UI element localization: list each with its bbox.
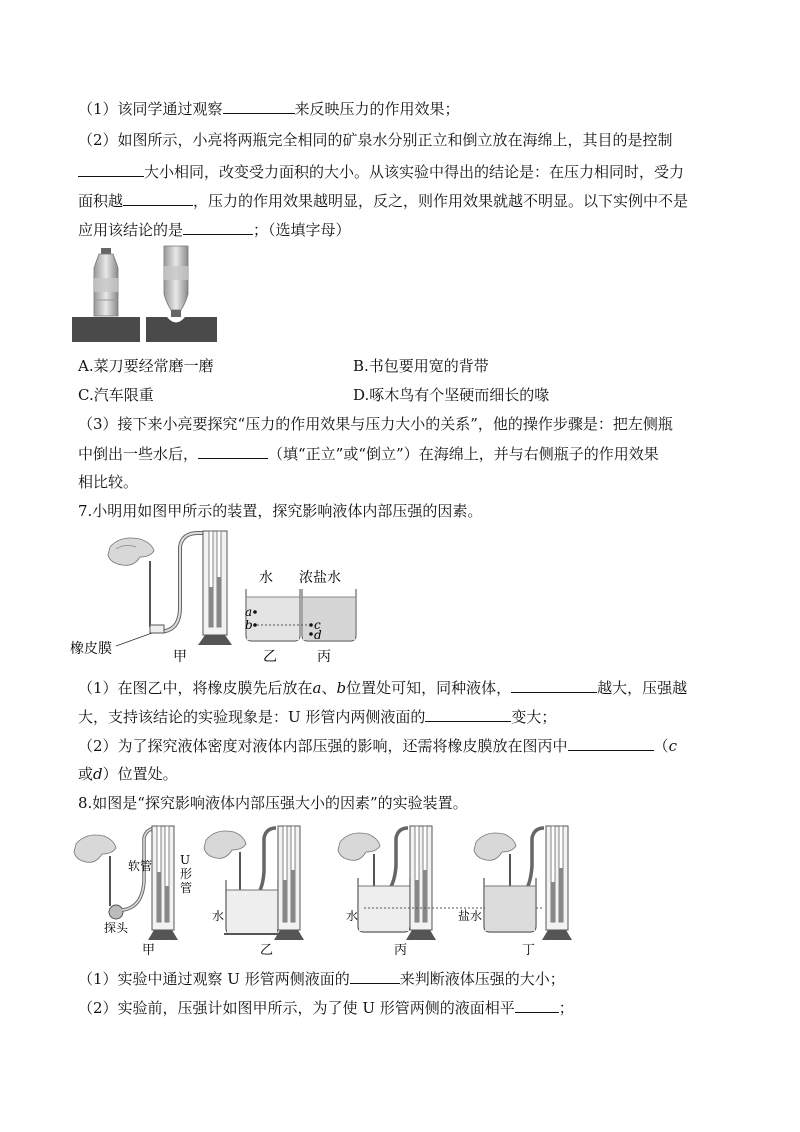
beaker-yi — [246, 589, 300, 641]
fig-ding-label: 丁 — [522, 943, 536, 958]
answer-blank[interactable] — [183, 218, 253, 235]
fig-yi-label: 乙 — [260, 943, 274, 958]
q7-part2-line1: （2）为了探究液体密度对液体内部压强的影响，还需将橡皮膜放在图丙中 （c — [78, 734, 677, 757]
q8-part1: （1）实验中通过观察 U 形管两侧液面的 来判断液体压强的大小； — [78, 967, 565, 990]
water-label: 水 — [259, 570, 273, 586]
fig-yi-label: 乙 — [263, 649, 277, 665]
point-c-label: c — [314, 618, 321, 632]
fig-jia-label: 甲 — [173, 649, 187, 665]
brine-label-ding: 盐水 — [458, 909, 483, 923]
q7-part2-line2: 或d）位置处。 — [78, 765, 178, 783]
inverted-bottle — [164, 246, 188, 317]
q7-part1-line2: 大，支持该结论的实验现象是：U 形管内两侧液面的 变大； — [78, 705, 556, 728]
option-d: D.啄木鸟有个坚硬而细长的喙 — [353, 386, 550, 404]
answer-blank[interactable] — [515, 996, 559, 1013]
q8-figure — [72, 822, 592, 962]
q6-part3-line3: 相比较。 — [78, 473, 139, 491]
answer-blank[interactable] — [425, 705, 511, 722]
answer-blank[interactable] — [78, 160, 144, 177]
u-tube-label-2: 形 — [180, 867, 193, 881]
point-a-label: a — [245, 605, 253, 619]
q6-part2-line4: 应用该结论的是 ；（选填字母） — [78, 218, 351, 241]
answer-blank[interactable] — [223, 97, 295, 114]
option-a: A.菜刀要经常磨一磨 — [78, 357, 214, 375]
q7-figure — [70, 527, 370, 667]
hand-icon — [108, 538, 154, 565]
point-b-label: b — [245, 618, 253, 632]
option-b: B.书包要用宽的背带 — [353, 357, 489, 375]
sponge-left — [72, 317, 140, 342]
answer-blank[interactable] — [198, 442, 268, 459]
answer-blank[interactable] — [511, 676, 597, 693]
answer-blank[interactable] — [123, 189, 193, 206]
water-label-bing: 水 — [346, 909, 359, 923]
q6-part2-line3: 面积越 ，压力的作用效果越明显，反之，则作用效果就越不明显。以下实例中不是 — [78, 189, 688, 212]
water-label-yi: 水 — [212, 909, 225, 923]
answer-blank[interactable] — [568, 734, 654, 751]
upright-bottle — [94, 248, 118, 316]
q6-part2-line1: （2）如图所示，小亮将两瓶完全相同的矿泉水分别正立和倒立放在海绵上，其目的是控制 — [78, 131, 673, 149]
q6-part3-line1: （3）接下来小亮要探究“压力的作用效果与压力大小的关系”，他的操作步骤是：把左侧瓶 — [78, 415, 673, 433]
q6-part3-line2: 中倒出一些水后， （填“正立”或“倒立”）在海绵上，并与右侧瓶子的作用效果 — [78, 442, 659, 465]
point-d-label: d — [314, 628, 322, 642]
panel-ding — [474, 826, 572, 940]
q6-part2-line2: 大小相同，改变受力面积的大小。从该实验中得出的结论是：在压力相同时，受力 — [78, 160, 684, 183]
fig-bing-label: 丙 — [394, 943, 408, 958]
u-tube-label-1: U — [180, 853, 191, 867]
fig-jia-label: 甲 — [142, 943, 156, 958]
option-c: C.汽车限重 — [78, 386, 154, 404]
answer-blank[interactable] — [350, 967, 400, 984]
fig-bing-label: 丙 — [317, 649, 331, 665]
membrane-label: 橡皮膜 — [70, 641, 112, 657]
q7-title: 7.小明用如图甲所示的装置，探究影响液体内部压强的因素。 — [78, 502, 483, 520]
brine-label: 浓盐水 — [299, 570, 341, 586]
soft-tube-label: 软管 — [128, 859, 153, 873]
q8-title: 8.如图是“探究影响液体内部压强大小的因素”的实验装置。 — [78, 794, 468, 812]
q7-part1-line1: （1）在图乙中，将橡皮膜先后放在a、b位置处可知，同种液体， 越大，压强越 — [78, 676, 687, 699]
bottles-on-sponge-figure — [72, 244, 222, 344]
q8-part2: （2）实验前，压强计如图甲所示，为了使 U 形管两侧的液面相平 ； — [78, 996, 574, 1019]
probe-label: 探头 — [104, 921, 129, 935]
u-tube-label-3: 管 — [180, 881, 193, 895]
sponge-right — [146, 317, 217, 342]
q6-part1: （1）该同学通过观察 来反映压力的作用效果； — [78, 97, 460, 120]
